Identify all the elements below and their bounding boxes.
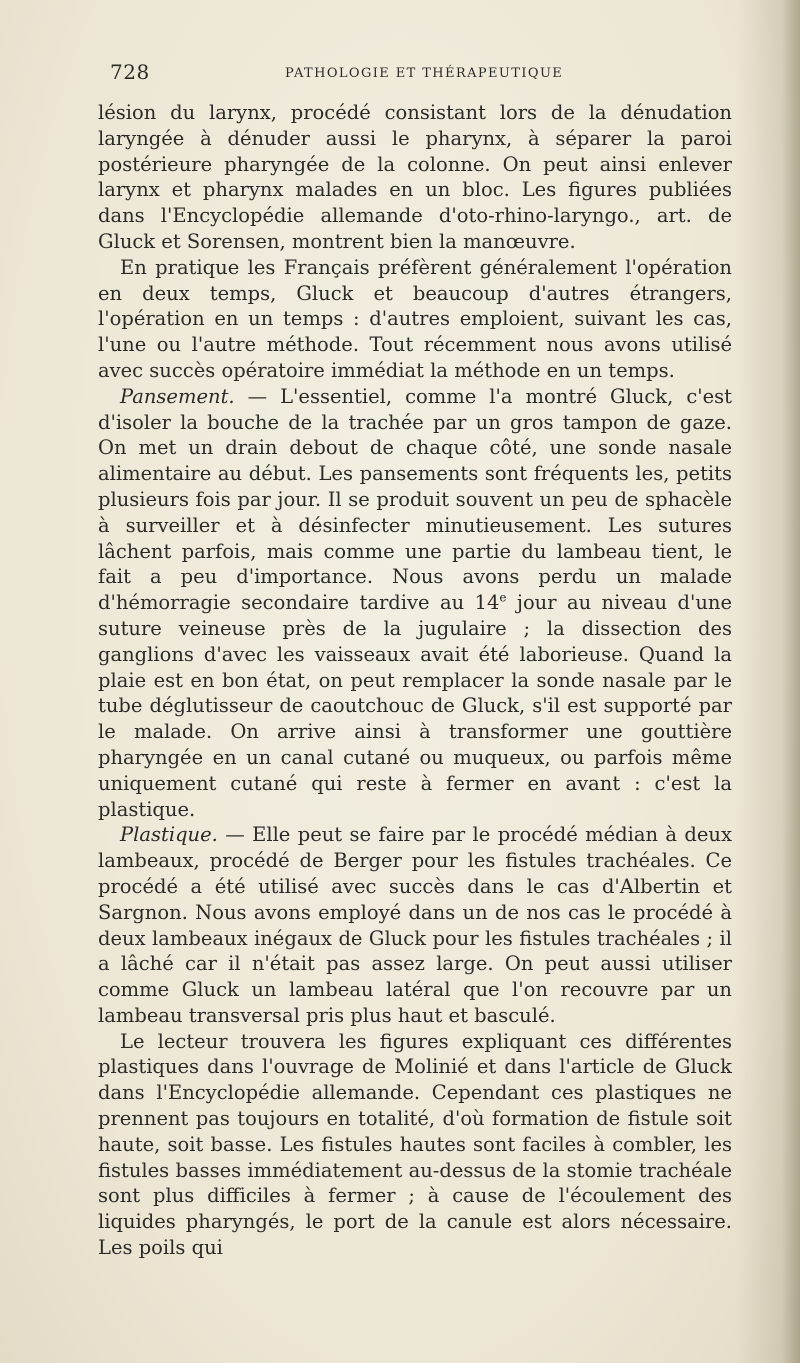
page-body <box>98 100 732 1261</box>
ordinal-superscript: e <box>499 590 507 605</box>
paragraph-5: Le lecteur trouvera les figures expliquant ces différentes plastiques dans l'ouvrage de Molinié et dans l'article de Gluck dans l'Encyclopédie allemande. Cependant ces plastiques ne prennent pas toujours en totalité, d'où formation de fistule soit haute, soit basse. Les fistules hautes sont faciles à combler, les fistules basses immédiatement au-dessus de la stomie trachéale sont plus difficiles à fermer ; à cause de l'écoulement des liquides pharyngés, le port de la canule est alors nécessaire. Les poils qui <box>98 1029 732 1260</box>
paragraph-4 <box>98 822 732 1028</box>
paragraph-2: En pratique les Français préfèrent généralement l'opération en deux temps, Gluck et beaucoup d'autres étrangers, l'opération en un temps : d'autres emploient, suivant les cas, l'une ou l'autre méthode. Tout récemment nous avons utilisé avec succès opératoire immédiat la méthode en un temps. <box>98 255 732 382</box>
page-edge-shadow <box>782 0 800 1363</box>
paragraph-3-text-a: — L'essentiel, comme l'a montré Gluck, c'est d'isoler la bouche de la trachée par un gros tampon de gaze. On met un drain debout de chaque côté, une sonde nasale alimentaire au début. Les pansements sont fréquents les, petits plusieurs fois par jour. Il se produit souvent un peu de sphacèle à surveiller et à désinfecter minutieusement. Les sutures lâchent parfois, mais comme une partie du lambeau tient, le fait a peu d'importance. Nous avons perdu un malade d'hémorragie secondaire tardive au 14 <box>98 384 732 615</box>
paragraph-4-text: — Elle peut se faire par le procédé médian à deux lambeaux, procédé de Berger pour les fistules trachéales. Ce procédé a été utilisé avec succès dans le cas d'Albertin et Sargnon. Nous avons employé dans un de nos cas le procédé à deux lambeaux inégaux de Gluck pour les fistules trachéales ; il a lâché car il n'était pas assez large. On peut aussi utiliser comme Gluck un lambeau latéral que l'on recouvre par un lambeau transversal pris plus haut et basculé. <box>98 823 732 1027</box>
paragraph-3-text-b: jour au niveau d'une suture veineuse près de la jugulaire ; la dissection des ganglions d'avec les vaisseaux avait été laborieuse. Quand la plaie est en bon état, on peut remplacer la sonde nasale par le tube déglutisseur de caoutchouc de Gluck, s'il est supporté par le malade. On arrive ainsi à transformer une gouttière pharyngée en un canal cutané ou muqueux, ou parfois même uniquement cutané qui reste à fermer en avant : c'est la plastique. <box>98 591 733 821</box>
paragraph-1: lésion du larynx, procédé consistant lors de la dénudation laryngée à dénuder aussi le pharynx, à séparer la paroi postérieure pharyngée de la colonne. On peut ainsi enlever larynx et pharynx malades en un bloc. Les figures publiées dans l'Encyclopédie allemande d'oto-rhino-laryngo., art. de Gluck et Sorensen, montrent bien la manœuvre. <box>98 101 732 253</box>
section-heading-plastique: Plastique. <box>120 823 218 847</box>
running-head: PATHOLOGIE ET THÉRAPEUTIQUE <box>285 66 564 81</box>
section-heading-pansement: Pansement. <box>120 384 235 408</box>
page-header <box>110 58 732 88</box>
paragraph-3 <box>98 384 732 823</box>
page-number: 728 <box>110 60 150 84</box>
